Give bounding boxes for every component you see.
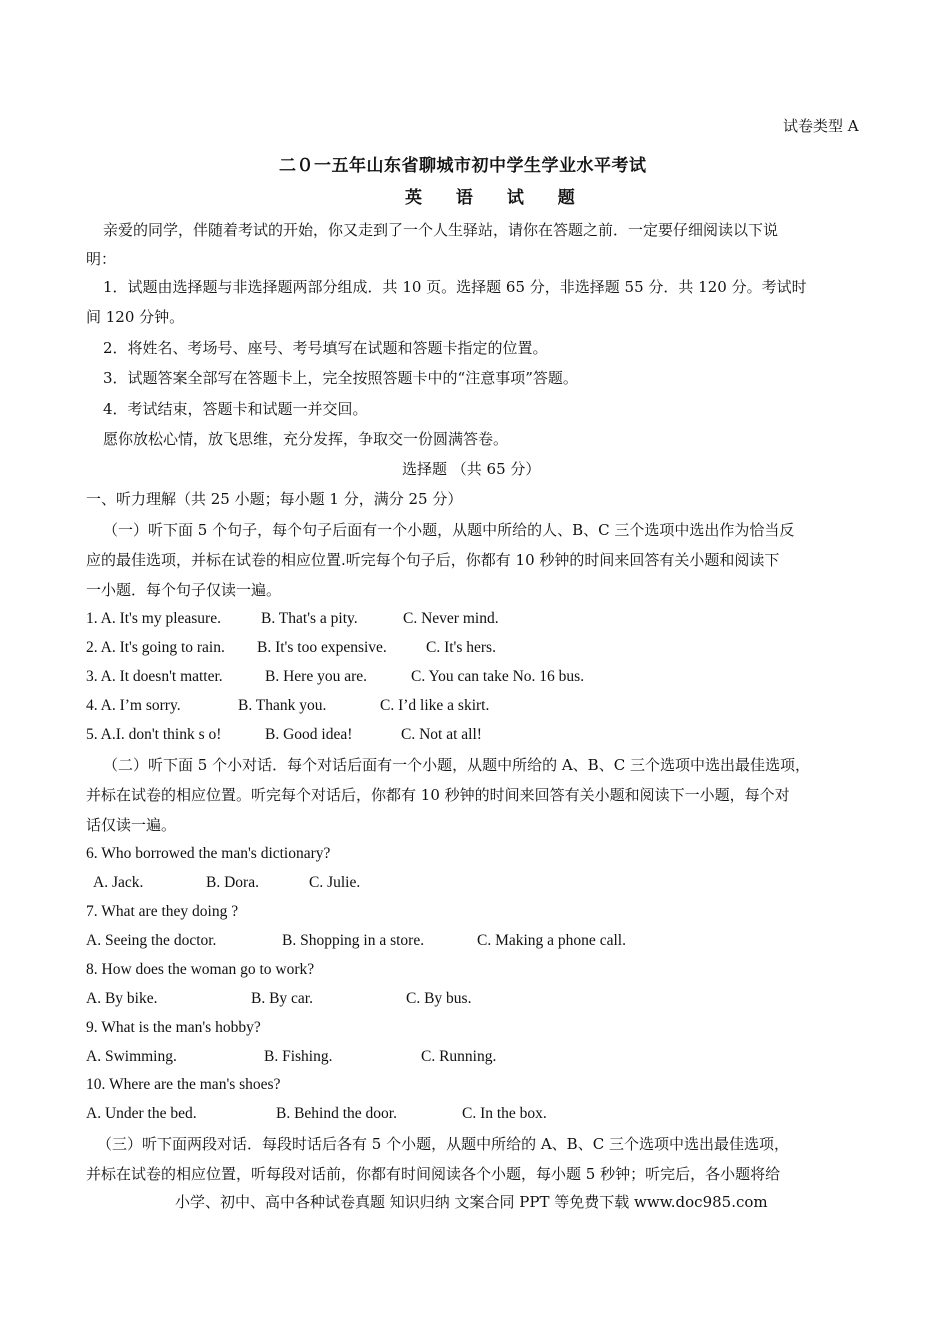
question-text: 9. What is the man's hobby? <box>86 1019 261 1036</box>
option-c: C. Julie. <box>309 874 361 891</box>
option-a: 3. A. It doesn't matter. <box>86 668 223 685</box>
option-b: B. Fishing. <box>264 1048 333 1065</box>
option-c: C. In the box. <box>462 1105 547 1122</box>
option-a: 1. A. It's my pleasure. <box>86 610 221 627</box>
option-c: C. Running. <box>421 1048 497 1065</box>
option-b: B. It's too expensive. <box>257 639 387 656</box>
instruction-1: 1．试题由选择题与非选择题两部分组成．共 10 页。选择题 65 分，非选择题 55 分．共 120 分。考试时 <box>103 278 807 296</box>
option-c: C. It's hers. <box>426 639 496 656</box>
subsection-instruction: （二）听下面 5 个小对话．每个对话后面有一个小题，从题中所给的 A、B、C 三个选项中选出最佳选项， <box>103 756 810 774</box>
option-c: C. Never mind. <box>403 610 499 627</box>
question-text: 10. Where are the man's shoes? <box>86 1076 281 1093</box>
option-b: B. Thank you. <box>238 697 327 714</box>
option-c: C. By bus. <box>406 990 472 1007</box>
option-b: B. By car. <box>251 990 313 1007</box>
subsection-instruction: 应的最佳选项，并标在试卷的相应位置.听完每个句子后，你都有 10 秒钟的时间来回答有关小题和阅读下 <box>86 551 780 569</box>
page-footer: 小学、初中、高中各种试卷真题 知识归纳 文案合同 PPT 等免费下载 www.doc985.com <box>175 1193 768 1211</box>
instruction-2: 2．将姓名、考场号、座号、考号填写在试题和答题卡指定的位置。 <box>103 339 548 357</box>
option-a: A. Swimming. <box>86 1048 177 1065</box>
instruction-3: 3．试题答案全部写在答题卡上，完全按照答题卡中的“注意事项”答题。 <box>103 369 578 387</box>
subsection-instruction: 一小题．每个句子仅读一遍。 <box>86 581 282 599</box>
option-b: B. That's a pity. <box>261 610 358 627</box>
section-heading: 选择题 （共 65 分） <box>402 460 541 478</box>
option-b: B. Dora. <box>206 874 259 891</box>
option-a: A. Seeing the doctor. <box>86 932 217 949</box>
option-a: A. By bike. <box>86 990 158 1007</box>
question-text: 8. How does the woman go to work? <box>86 961 315 978</box>
option-a: A. Jack. <box>93 874 144 891</box>
subsection-instruction: （一）听下面 5 个句子，每个句子后面有一个小题，从题中所给的人、B、C 三个选项中选出作为恰当反 <box>103 521 795 539</box>
exam-title: 二０一五年山东省聊城市初中学生学业水平考试 <box>279 156 647 176</box>
option-b: B. Shopping in a store. <box>282 932 425 949</box>
option-b: B. Behind the door. <box>276 1105 397 1122</box>
instruction-4: 4．考试结束，答题卡和试题一并交回。 <box>103 400 368 418</box>
question-text: 7. What are they doing ? <box>86 903 239 920</box>
option-a: A. Under the bed. <box>86 1105 197 1122</box>
subsection-instruction: 并标在试卷的相应位置。听完每个对话后，你都有 10 秒钟的时间来回答有关小题和阅读下一小题，每个对 <box>86 786 790 804</box>
option-c: C. You can take No. 16 bus. <box>411 668 585 685</box>
intro-text: 明： <box>86 250 117 268</box>
subsection-instruction: 话仅读一遍。 <box>86 816 177 834</box>
part-title: 一、听力理解（共 25 小题；每小题 1 分，满分 25 分） <box>86 490 463 508</box>
subsection-instruction: （三）听下面两段对话．每段时话后各有 5 个小题，从题中所给的 A、B、C 三个选项中选出最佳选项， <box>97 1135 789 1153</box>
question-text: 6. Who borrowed the man's dictionary? <box>86 845 331 862</box>
instruction-1-cont: 间 120 分钟。 <box>86 308 185 326</box>
option-a: 4. A. I’m sorry. <box>86 697 181 714</box>
option-a: 5. A.I. don't think s o! <box>86 726 222 743</box>
wish-text: 愿你放松心情，放飞思维，充分发挥，争取交一份圆满答卷。 <box>103 430 509 448</box>
paper-type-label: 试卷类型 A <box>783 117 859 135</box>
exam-subtitle: 英 语 试 题 <box>405 188 589 208</box>
intro-text: 亲爱的同学，伴随着考试的开始，你又走到了一个人生驿站，请你在答题之前．一定要仔细阅读以下说 <box>103 221 779 239</box>
option-b: B. Good idea! <box>265 726 353 743</box>
option-b: B. Here you are. <box>265 668 367 685</box>
option-c: C. I’d like a skirt. <box>380 697 490 714</box>
subsection-instruction: 并标在试卷的相应位置，听每段对话前，你都有时间阅读各个小题，每小题 5 秒钟；听完后，各小题将给 <box>86 1165 781 1183</box>
option-a: 2. A. It's going to rain. <box>86 639 225 656</box>
option-c: C. Not at all! <box>401 726 482 743</box>
option-c: C. Making a phone call. <box>477 932 626 949</box>
